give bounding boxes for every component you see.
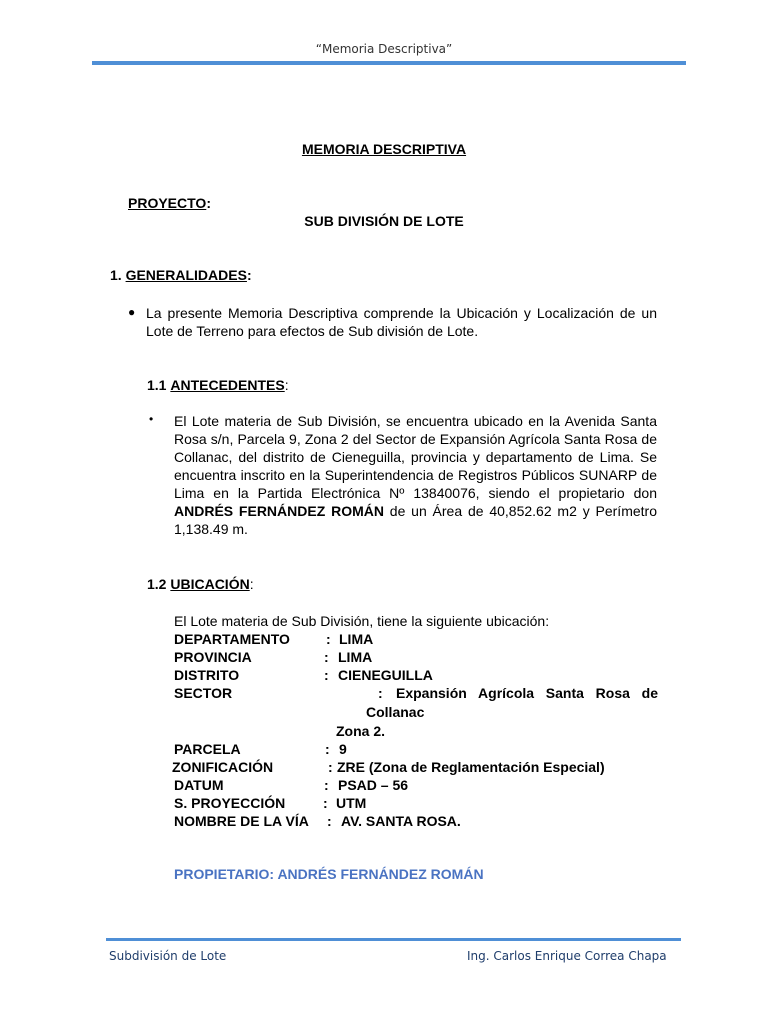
section-1-colon: : [246,267,252,283]
footer-right: Ing. Carlos Enrique Correa Chapa [467,949,667,963]
sector-value-line3: Zona 2. [336,723,386,739]
datum-value: PSAD – 56 [338,777,409,793]
provincia-label: PROVINCIA [174,649,252,665]
parcela-value: 9 [339,741,347,757]
subsection-1-1-heading [147,377,289,393]
row-distrito [0,666,768,684]
subsection-1-2-heading [147,576,254,592]
footer-left: Subdivisión de Lote [109,949,227,963]
departamento-value: LIMA [339,631,374,647]
sector-sep: : [378,685,383,701]
datum-label: DATUM [174,777,224,793]
row-datum [0,776,768,794]
proyeccion-value: UTM [336,795,367,811]
antecedentes-owner-bold: ANDRÉS FERNÁNDEZ ROMÁN [174,503,384,519]
row-sector [0,684,768,738]
datum-sep: : [324,777,329,793]
sector-value-line2: Collanac [366,704,425,720]
paragraph-antecedentes [174,412,657,538]
subsection-1-2-number: 1.2 [147,576,167,592]
section-1-title: GENERALIDADES [125,267,247,283]
proyecto-label-text: PROYECTO [128,195,207,211]
ubicacion-intro: El Lote materia de Sub División, tiene la siguiente ubicación: [174,613,550,629]
distrito-sep: : [324,667,329,683]
distrito-value: CIENEGUILLA [338,667,433,683]
proyecto-label [128,195,211,211]
antecedentes-text-a: El Lote materia de Sub División, se encuentra ubicado en la Avenida Santa Rosa s/n, Parcela 9, Zona 2 del Sector de Expansión Agrícola Santa Rosa de Collanac, del distrito de Cieneguilla, provincia y departamento de Lima. Se encuentra inscrito en la Superintendencia de Registros Públicos SUNARP de Lima en la Partida Electrónica Nº 13840076, siendo el propietario don [174,413,657,501]
departamento-label: DEPARTAMENTO [174,631,290,647]
parcela-label: PARCELA [174,741,241,757]
zonificacion-label: ZONIFICACIÓN [172,759,274,775]
departamento-sep: : [326,631,331,647]
bullet-icon: ● [128,305,136,319]
sector-label: SECTOR [174,685,233,701]
proyecto-value: SUB DIVISIÓN DE LOTE [304,213,464,229]
document-title: MEMORIA DESCRIPTIVA [301,141,467,157]
row-provincia [0,648,768,666]
via-value: AV. SANTA ROSA. [341,813,461,829]
footer-rule [106,938,681,941]
proyecto-colon: : [206,195,211,211]
subsection-1-2-title: UBICACIÓN [170,576,250,592]
running-header: “Memoria Descriptiva” [315,42,453,56]
antecedentes-text-b: de un Área de 40,852.62 m2 y Perímetro 1,138.49 m. [174,503,657,537]
parcela-sep: : [325,741,330,757]
subsection-1-1-title: ANTECEDENTES [170,377,285,393]
via-sep: : [327,813,332,829]
row-zonificacion [0,758,768,776]
proyeccion-sep: : [323,795,328,811]
proyeccion-label: S. PROYECCIÓN [174,795,286,811]
section-1-number: 1. [110,267,122,283]
bullet-icon: • [149,412,154,426]
zonificacion-sep: : [328,759,333,775]
zonificacion-value: ZRE (Zona de Reglamentación Especial) [337,759,605,775]
propietario-line: PROPIETARIO: ANDRÉS FERNÁNDEZ ROMÁN [174,866,484,882]
row-parcela [0,740,768,758]
row-departamento [0,630,768,648]
subsection-1-1-number: 1.1 [147,377,167,393]
header-rule [92,61,686,65]
paragraph-generalidades: La presente Memoria Descriptiva comprende la Ubicación y Localización de un Lote de Terreno para efectos de Sub división de Lote. [146,305,657,339]
subsection-1-1-colon: : [284,377,289,393]
section-1-heading [110,267,252,283]
via-label: NOMBRE DE LA VÍA [174,813,309,829]
row-via [0,812,768,830]
sector-value-line1: Expansión Agrícola Santa Rosa de [396,685,658,701]
provincia-value: LIMA [338,649,373,665]
distrito-label: DISTRITO [174,667,240,683]
row-proyeccion [0,794,768,812]
provincia-sep: : [324,649,329,665]
subsection-1-2-colon: : [249,576,254,592]
